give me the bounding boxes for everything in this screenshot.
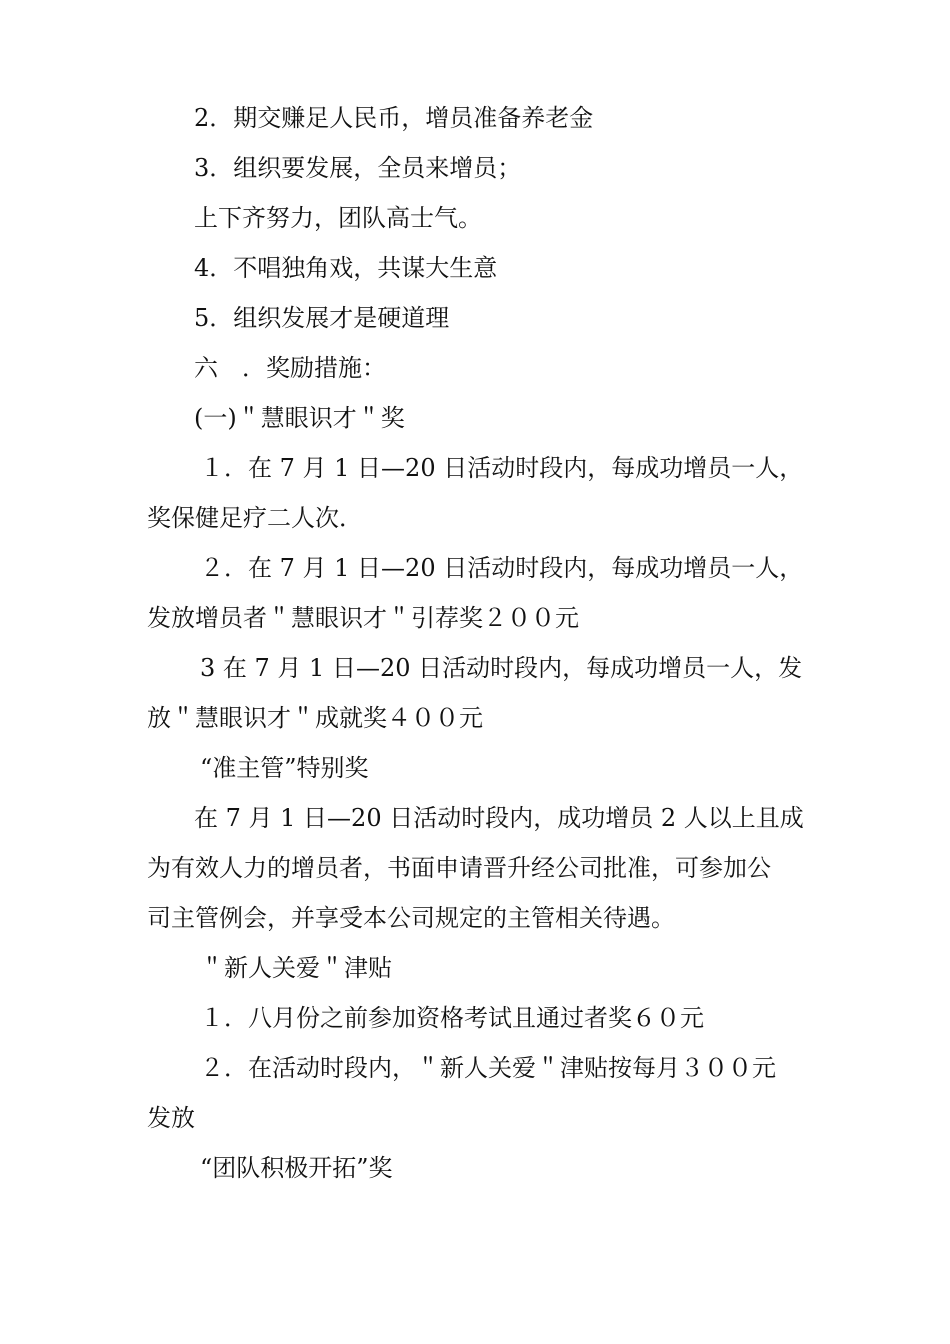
text-line: 5．组织发展才是硬道理 xyxy=(194,304,450,332)
text-line: ２．在 7 月 1 日—20 日活动时段内，每成功增员一人， xyxy=(200,554,804,582)
text-line: 发放增员者＂慧眼识才＂引荐奖２００元 xyxy=(147,604,579,632)
text-line: 奖保健足疗二人次． xyxy=(147,504,363,532)
text-line: 3 在 7 月 1 日—20 日活动时段内，每成功增员一人，发 xyxy=(200,654,803,682)
text-line: 4．不唱独角戏，共谋大生意 xyxy=(194,254,498,282)
text-line: 为有效人力的增员者，书面申请晋升经公司批准，可参加公 xyxy=(147,854,771,882)
subsection-heading: “准主管”特别奖 xyxy=(200,754,369,782)
text-line: 3．组织要发展，全员来增员； xyxy=(194,154,522,182)
text-line: ２．在活动时段内，＂新人关爱＂津贴按每月３００元 xyxy=(200,1054,776,1082)
subsection-heading: “团队积极开拓”奖 xyxy=(200,1154,393,1182)
text-line: 上下齐努力，团队高士气。 xyxy=(194,204,482,232)
text-line: 发放 xyxy=(147,1104,195,1132)
text-line: 司主管例会，并享受本公司规定的主管相关待遇。 xyxy=(147,904,675,932)
subsection-heading: (一)＂慧眼识才＂奖 xyxy=(194,404,405,432)
text-line: １．在 7 月 1 日—20 日活动时段内，每成功增员一人， xyxy=(200,454,804,482)
text-line: 2．期交赚足人民币，增员准备养老金 xyxy=(194,104,594,132)
text-line: １．八月份之前参加资格考试且通过者奖６０元 xyxy=(200,1004,704,1032)
text-line: 放＂慧眼识才＂成就奖４００元 xyxy=(147,704,483,732)
text-line: 在 7 月 1 日—20 日活动时段内，成功增员 2 人以上且成 xyxy=(194,804,804,832)
subsection-heading: ＂新人关爱＂津贴 xyxy=(200,954,392,982)
section-heading: 六 ．奖励措施： xyxy=(194,354,386,382)
